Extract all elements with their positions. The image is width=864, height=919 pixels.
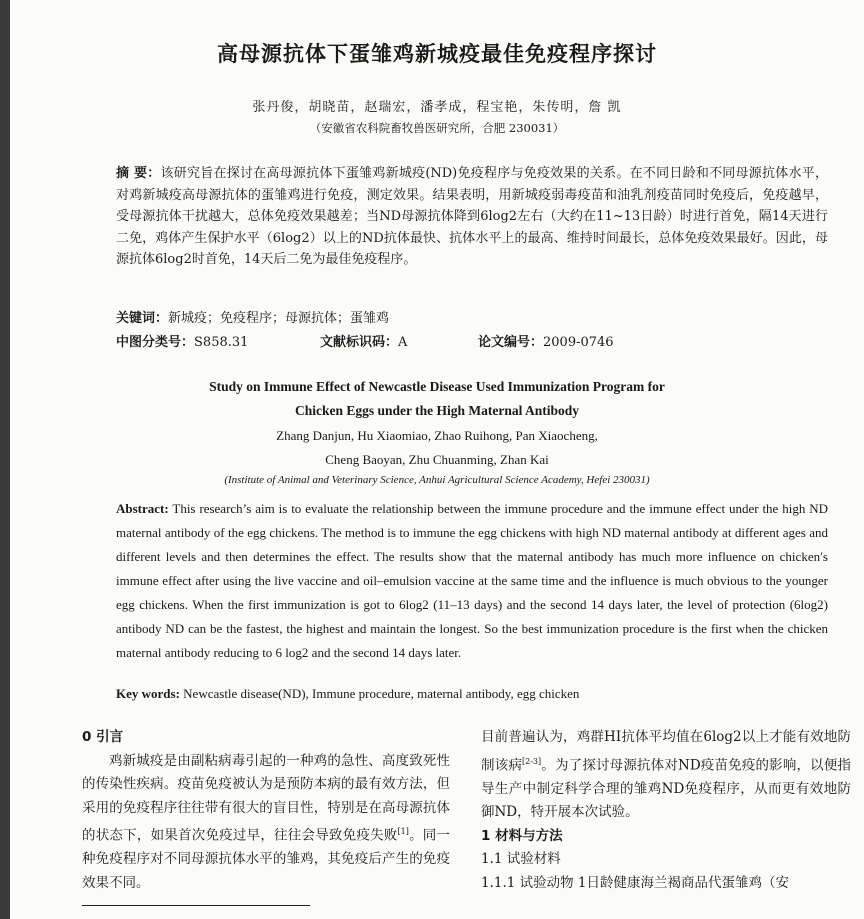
- abstract-en: [116, 497, 828, 665]
- paper-number: 论文编号：2009-0746: [478, 335, 614, 350]
- abstract-zh-label: 摘 要：: [116, 166, 161, 181]
- document-code: 文献标识码：A: [320, 335, 408, 350]
- section-heading-introduction: 0 引言: [82, 729, 124, 745]
- keywords-zh-label: 关键词：: [116, 311, 169, 326]
- clc-number: 中图分类号：S858.31: [116, 335, 249, 350]
- paper-page: [10, 0, 864, 919]
- paper-title: 高母源抗体下蛋雏鸡新城疫最佳免疫程序探讨: [217, 42, 657, 66]
- english-title-line-1: Study on Immune Effect of Newcastle Disease Used Immunization Program for: [209, 379, 665, 394]
- english-authors-line-1: Zhang Danjun, Hu Xiaomiao, Zhao Ruihong, Pan Xiaocheng,: [276, 428, 598, 443]
- subsubsection-experimental-animals: 1.1.1 试验动物 1日龄健康海兰褐商品代蛋雏鸡（安: [481, 874, 790, 891]
- keywords-zh-text: 新城疫；免疫程序；母源抗体；蛋雏鸡: [168, 311, 390, 326]
- keywords-zh: [116, 307, 389, 326]
- keywords-en-label: Key words:: [116, 686, 180, 701]
- body-column-right: [481, 726, 851, 895]
- abstract-zh-text: 该研究旨在探讨在高母源抗体下蛋雏鸡新城疫(ND)免疫程序与免疫效果的关系。在不同日龄和不同母源抗体水平，对鸡新城疫高母源抗体的蛋雏鸡进行免疫，测定效果。结果表明，用新城疫弱毒疫苗和油乳剂疫苗同时免疫后，免疫越早，受母源抗体干扰越大，总体免疫效果越差；当ND母源抗体降到6log2左右（大约在11~13日龄）时进行首免，隔14天进行二免，鸡体产生保护水平（6log2）以上的ND抗体最快、抗体水平上的最高、维持时间最长，总体免疫效果最好。因此，母源抗体6log2时首免，14天后二免为最佳免疫程序。: [116, 166, 828, 267]
- section-heading-materials-methods: 1 材料与方法: [481, 827, 563, 844]
- citation-ref: [1]: [397, 827, 409, 836]
- body-column-left: [82, 726, 450, 895]
- abstract-zh: [116, 163, 828, 271]
- affiliation: （安徽省农科院畜牧兽医研究所，合肥 230031）: [309, 121, 565, 135]
- keywords-en-text: Newcastle disease(ND), Immune procedure, maternal antibody, egg chicken: [179, 686, 580, 701]
- abstract-en-label: Abstract:: [116, 501, 169, 516]
- footnote-rule: [82, 905, 310, 906]
- author-list: 张丹俊，胡晓苗，赵瑞宏，潘孝成，程宝艳，朱传明，詹 凯: [252, 100, 622, 115]
- english-title-line-2: Chicken Eggs under the High Maternal Antibody: [294, 403, 580, 418]
- abstract-en-text: This research’s aim is to evaluate the relationship between the immune procedure and the immune effect under the high ND maternal antibody of the egg chickens. The method is to immune the egg chickens with high ND maternal antibody at different ages and different levels and then determines the effect. The results show that the maternal antibody has much more influence on chicken′s immune effect after using the live vaccine and oil–emulsion vaccine at the same time and the influence is much obvious to the younger egg chickens. When the first immunization is got to 6log2 (11–13 days) and the second 14 days later, the level of protection (6log2) antibody ND can be the fastest, the highest and maintain the longest. So the best immunization procedure is the first when the chicken maternal antibody reducing to 6 log2 and the second 14 days later.: [116, 501, 828, 660]
- subsection-heading-materials: 1.1 试验材料: [481, 851, 561, 867]
- keywords-en: [116, 686, 579, 702]
- english-affiliation: (Institute of Animal and Veterinary Science, Anhui Agricultural Science Academy, Hefei 230031): [224, 474, 650, 486]
- introduction-paragraph: 鸡新城疫是由副粘病毒引起的一种鸡的急性、高度致死性的传染性疾病。疫苗免疫被认为是预防本病的最有效方法，但采用的免疫程序往往带有很大的盲目性，特别是在高母源抗体的状态下，如果首次免疫过早，往往会导致免疫失败[1]。同一种免疫程序对不同母源抗体水平的雏鸡，其免疫后产生的免疫效果不同。: [82, 752, 451, 891]
- introduction-continuation: 目前普遍认为，鸡群HI抗体平均值在6log2以上才能有效地防制该病[2-3]。为了探讨母源抗体对ND疫苗免疫的影响，以便指导生产中制定科学合理的雏鸡ND免疫程序，从而更有效地防御ND，特开展本次试验。: [481, 729, 852, 820]
- citation-ref: [2-3]: [522, 756, 542, 766]
- english-authors-line-2: Cheng Baoyan, Zhu Chuanming, Zhan Kai: [325, 452, 549, 467]
